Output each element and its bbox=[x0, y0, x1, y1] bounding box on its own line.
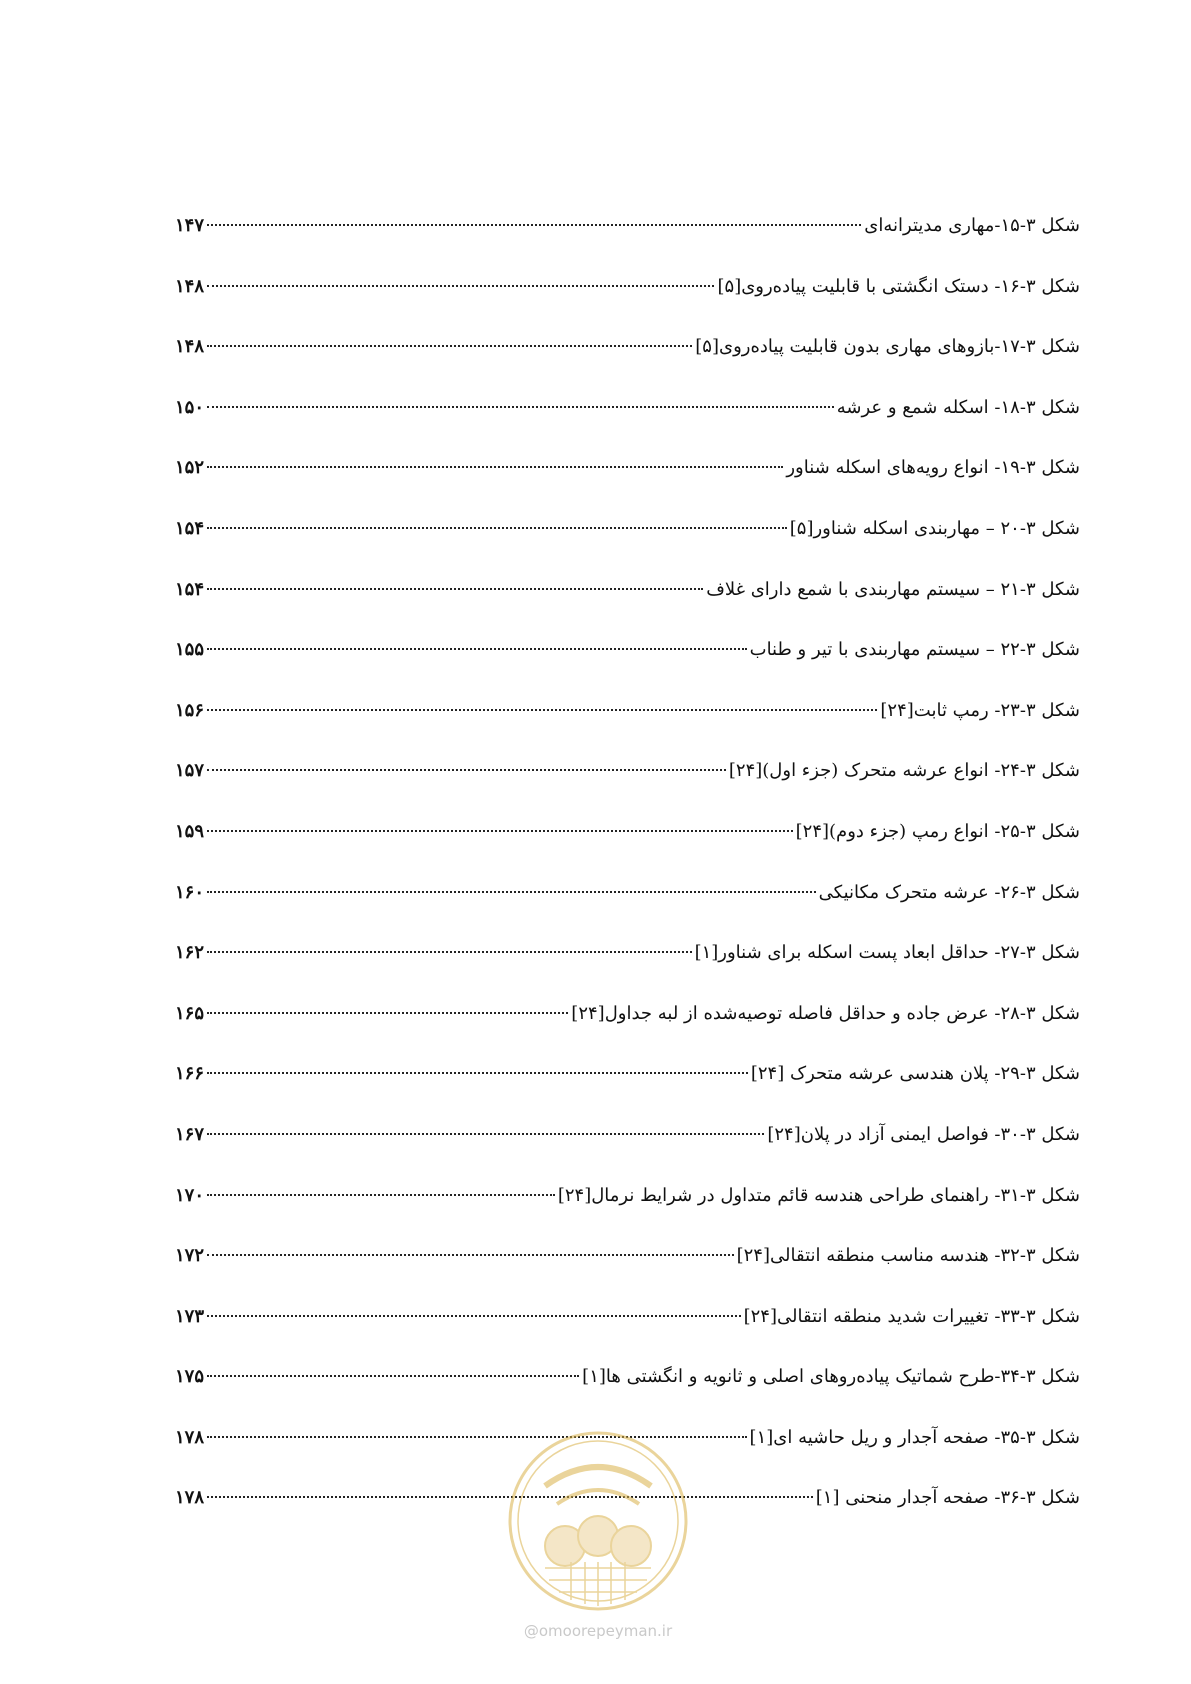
toc-dot-leader bbox=[207, 648, 747, 650]
toc-entry-title: شکل ۳-۲۸- عرض جاده و حداقل فاصله توصیه‌شده از لبه جداول[۲۴] bbox=[571, 1002, 1080, 1024]
toc-entry[interactable] bbox=[175, 638, 1080, 699]
toc-entry-page: ۱۵۲ bbox=[175, 457, 205, 479]
toc-entry-page: ۱۴۷ bbox=[175, 215, 205, 236]
toc-entry[interactable] bbox=[175, 1305, 1080, 1366]
toc-entry-page: ۱۵۴ bbox=[175, 578, 205, 600]
toc-entry-page: ۱۶۶ bbox=[175, 1063, 205, 1085]
toc-entry-title: شکل ۳-۱۸- اسکله شمع و عرشه bbox=[836, 396, 1080, 418]
toc-dot-leader bbox=[207, 285, 714, 287]
toc-entry-title: شکل ۳-۱۷-بازوهای مهاری بدون قابلیت پیاده‌روی[۵] bbox=[695, 336, 1080, 358]
toc-entry-title: شکل ۳-۲۶- عرشه متحرک مکانیکی bbox=[818, 881, 1080, 903]
toc-dot-leader bbox=[207, 345, 692, 347]
toc-entry-title: شکل ۳-۲۲ – سیستم مهاربندی با تیر و طناب bbox=[749, 639, 1080, 661]
toc-dot-leader bbox=[207, 1072, 748, 1074]
toc-dot-leader bbox=[207, 830, 793, 832]
toc-dot-leader bbox=[207, 769, 726, 771]
toc-entry-page: ۱۷۸ bbox=[175, 1426, 205, 1448]
list-of-figures bbox=[175, 214, 1080, 1547]
toc-entry[interactable] bbox=[175, 941, 1080, 1002]
toc-entry[interactable] bbox=[175, 396, 1080, 457]
toc-entry[interactable] bbox=[175, 1002, 1080, 1063]
toc-entry-page: ۱۵۴ bbox=[175, 517, 205, 539]
toc-entry-title: شکل ۳-۳۴-طرح شماتیک پیاده‌روهای اصلی و ثانویه و انگشتی ها[۱] bbox=[582, 1366, 1080, 1388]
toc-entry-title: شکل ۳-۳۵- صفحه آجدار و ریل حاشیه ای[۱] bbox=[749, 1426, 1080, 1448]
toc-dot-leader bbox=[207, 1194, 555, 1196]
toc-dot-leader bbox=[207, 527, 787, 529]
toc-dot-leader bbox=[207, 466, 783, 468]
toc-entry-page: ۱۵۷ bbox=[175, 760, 205, 782]
toc-entry-title: شکل ۳-۲۰ – مهاربندی اسکله شناور[۵] bbox=[789, 517, 1080, 539]
toc-entry-title: شکل ۳-۲۹- پلان هندسی عرشه متحرک [۲۴] bbox=[750, 1063, 1080, 1085]
toc-entry[interactable] bbox=[175, 517, 1080, 578]
toc-entry[interactable] bbox=[175, 881, 1080, 942]
toc-entry[interactable] bbox=[175, 699, 1080, 760]
toc-entry-title: شکل ۳-۳۰- فواصل ایمنی آزاد در پلان[۲۴] bbox=[767, 1123, 1080, 1145]
toc-entry-title: شکل ۳-۲۳- رمپ ثابت[۲۴] bbox=[880, 699, 1080, 721]
toc-dot-leader bbox=[207, 1315, 741, 1317]
toc-entry-page: ۱۷۸ bbox=[175, 1487, 205, 1509]
toc-entry-page: ۱۷۳ bbox=[175, 1305, 205, 1327]
toc-entry-page: ۱۷۵ bbox=[175, 1366, 205, 1388]
toc-dot-leader bbox=[207, 406, 834, 408]
toc-entry-page: ۱۶۵ bbox=[175, 1002, 205, 1024]
toc-entry-title: شکل ۳-۱۶- دستک انگشتی با قابلیت پیاده‌روی[۵] bbox=[717, 275, 1080, 297]
toc-dot-leader bbox=[207, 951, 692, 953]
toc-dot-leader bbox=[207, 1133, 764, 1135]
watermark-seal-logo bbox=[505, 1428, 691, 1614]
toc-entry-title: شکل ۳-۳۳- تغییرات شدید منطقه انتقالی[۲۴] bbox=[743, 1305, 1080, 1327]
toc-entry-page: ۱۴۸ bbox=[175, 336, 205, 358]
toc-dot-leader bbox=[207, 1254, 734, 1256]
toc-entry-title: شکل ۳-۲۱ – سیستم مهاربندی با شمع دارای غلاف bbox=[706, 578, 1080, 600]
toc-entry[interactable] bbox=[175, 1062, 1080, 1123]
toc-entry[interactable] bbox=[175, 759, 1080, 820]
toc-entry-title: شکل ۳-۱۵-مهاری مدیترانه‌ای bbox=[864, 215, 1080, 236]
toc-entry-page: ۱۵۵ bbox=[175, 639, 205, 661]
toc-entry[interactable] bbox=[175, 1244, 1080, 1305]
toc-entry[interactable] bbox=[175, 1365, 1080, 1426]
toc-entry-page: ۱۶۲ bbox=[175, 942, 205, 964]
toc-entry[interactable] bbox=[175, 1184, 1080, 1245]
toc-entry-page: ۱۴۸ bbox=[175, 275, 205, 297]
watermark-caption: @omoorepeyman.ir bbox=[523, 1622, 673, 1640]
toc-entry-title: شکل ۳-۳۲- هندسه مناسب منطقه انتقالی[۲۴] bbox=[736, 1245, 1080, 1267]
toc-entry-page: ۱۷۰ bbox=[175, 1184, 205, 1206]
toc-dot-leader bbox=[207, 1012, 568, 1014]
toc-entry-title: شکل ۳-۳۶- صفحه آجدار منحنی [۱] bbox=[815, 1487, 1080, 1509]
toc-entry-title: شکل ۳-۲۴- انواع عرشه متحرک (جزء اول)[۲۴] bbox=[728, 760, 1080, 782]
toc-entry[interactable] bbox=[175, 214, 1080, 275]
toc-entry[interactable] bbox=[175, 335, 1080, 396]
toc-entry-title: شکل ۳-۱۹- انواع رویه‌های اسکله شناور bbox=[786, 457, 1080, 479]
toc-entry[interactable] bbox=[175, 1123, 1080, 1184]
toc-entry-page: ۱۵۶ bbox=[175, 699, 205, 721]
toc-dot-leader bbox=[207, 588, 703, 590]
toc-dot-leader bbox=[207, 891, 816, 893]
toc-entry-page: ۱۷۲ bbox=[175, 1245, 205, 1267]
toc-entry-page: ۱۶۷ bbox=[175, 1123, 205, 1145]
toc-entry-page: ۱۵۰ bbox=[175, 396, 205, 418]
toc-entry-title: شکل ۳-۲۵- انواع رمپ (جزء دوم)[۲۴] bbox=[795, 820, 1080, 842]
toc-entry[interactable] bbox=[175, 275, 1080, 336]
toc-entry-page: ۱۶۰ bbox=[175, 881, 205, 903]
toc-dot-leader bbox=[207, 224, 861, 226]
toc-entry-title: شکل ۳-۳۱- راهنمای طراحی هندسه قائم متداول در شرایط نرمال[۲۴] bbox=[557, 1184, 1080, 1206]
toc-entry-page: ۱۵۹ bbox=[175, 820, 205, 842]
toc-dot-leader bbox=[207, 709, 877, 711]
toc-entry[interactable] bbox=[175, 820, 1080, 881]
toc-entry-title: شکل ۳-۲۷- حداقل ابعاد پست اسکله برای شناور[۱] bbox=[694, 942, 1080, 964]
toc-dot-leader bbox=[207, 1375, 579, 1377]
toc-entry[interactable] bbox=[175, 456, 1080, 517]
toc-entry[interactable] bbox=[175, 578, 1080, 639]
